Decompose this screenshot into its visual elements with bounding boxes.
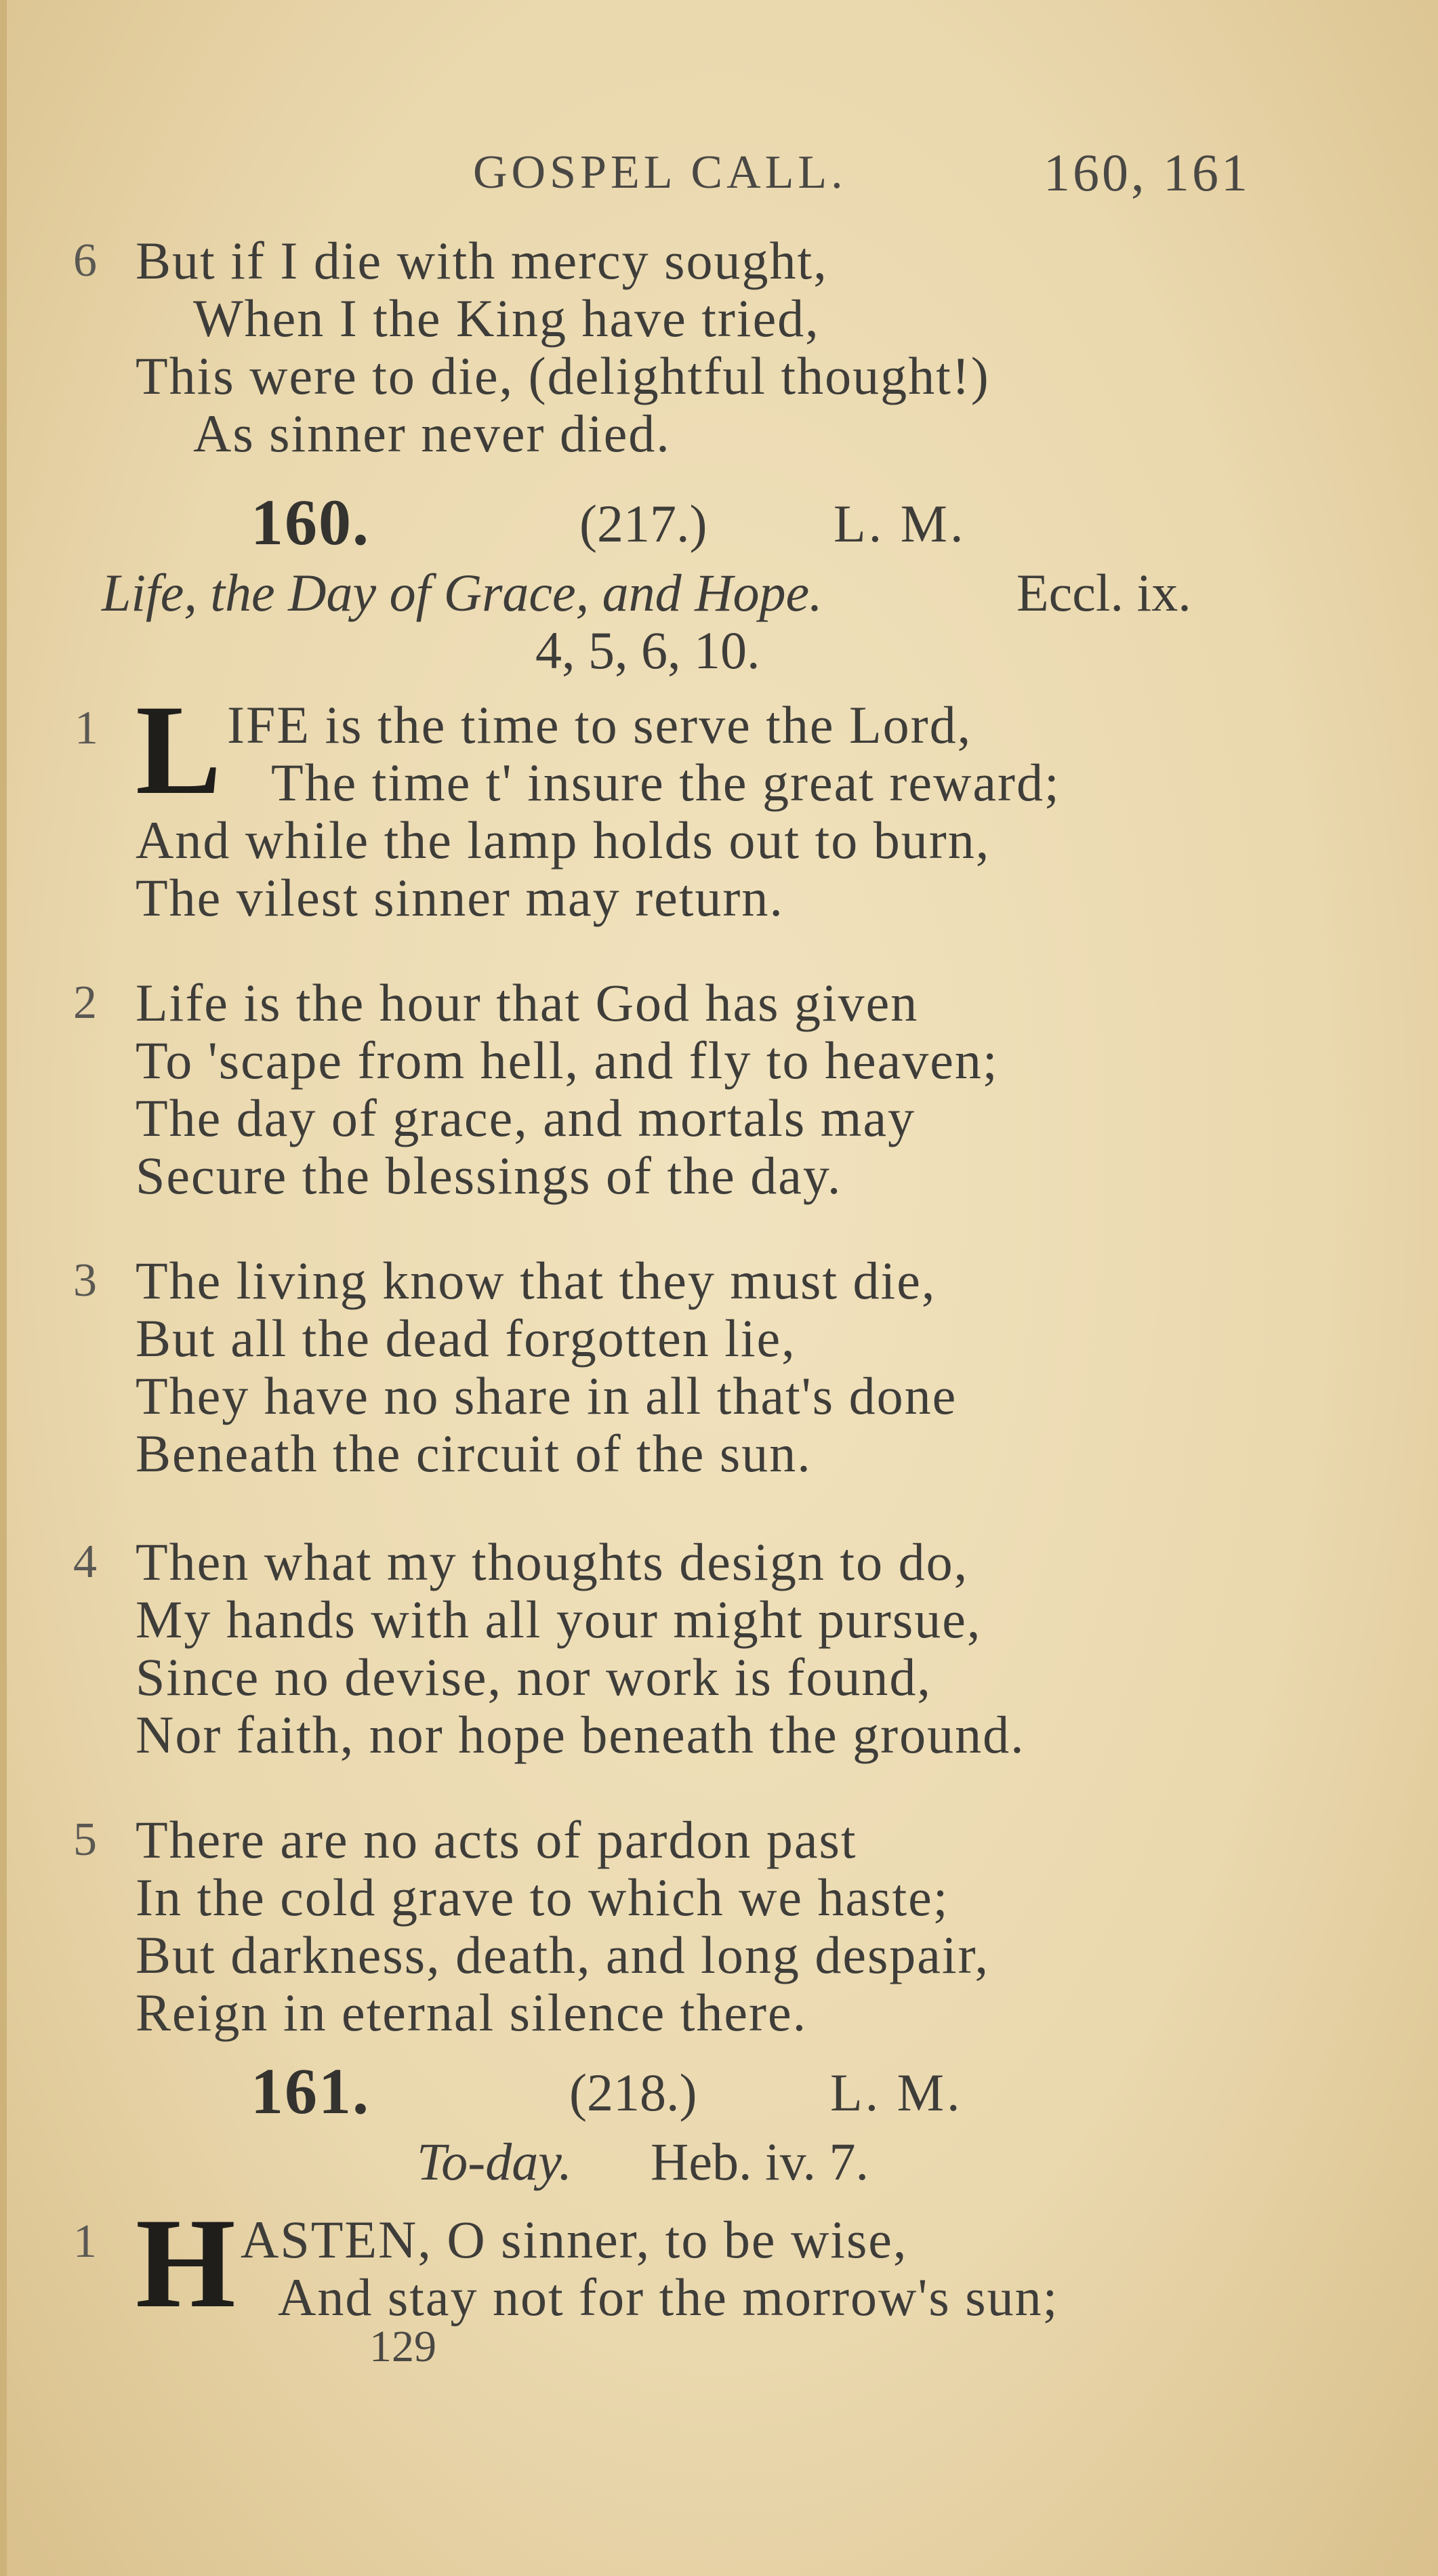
verse-line: Secure the blessings of the day.	[136, 1146, 842, 1205]
verse-number: 6	[73, 234, 97, 287]
verse-number: 5	[73, 1814, 97, 1866]
verse-line: To 'scape from hell, and fly to heaven;	[136, 1031, 999, 1090]
verse-number: 3	[73, 1254, 97, 1307]
verse-line: Life is the hour that God has given	[136, 973, 919, 1032]
verse-line: And while the lamp holds out to burn,	[136, 811, 991, 870]
header-page-ref: 160, 161	[1044, 143, 1250, 202]
scripture-reference: 4, 5, 6, 10.	[535, 621, 760, 680]
verse-line: The vilest sinner may return.	[136, 868, 784, 927]
verse-line: ASTEN, O sinner, to be wise,	[241, 2210, 908, 2269]
verse-line: Since no devise, nor work is found,	[136, 1648, 932, 1706]
page-edge	[0, 0, 7, 2576]
verse-line: In the cold grave to which we haste;	[136, 1868, 949, 1927]
scripture-reference: Heb. iv. 7.	[651, 2132, 869, 2191]
verse-line: Beneath the circuit of the sun.	[136, 1424, 812, 1483]
hymn-title: To-day.	[417, 2132, 573, 2191]
verse-number: 1	[73, 2215, 97, 2268]
verse-line: Then what my thoughts design to do,	[136, 1532, 969, 1591]
running-header: GOSPEL CALL.	[473, 146, 847, 199]
tune-number: (217.)	[579, 494, 707, 553]
verse-number: 2	[73, 977, 97, 1029]
verse-line: And stay not for the morrow's sun;	[278, 2268, 1059, 2327]
verse-line: They have no share in all that's done	[136, 1366, 958, 1425]
drop-cap: H	[136, 2192, 236, 2335]
drop-cap: L	[136, 679, 222, 821]
verse-line: But if I die with mercy sought,	[136, 231, 828, 290]
verse-line: But darkness, death, and long despair,	[136, 1925, 989, 1984]
verse-line: IFE is the time to serve the Lord,	[227, 695, 972, 754]
verse-line: As sinner never died.	[193, 404, 671, 463]
verse-line: The living know that they must die,	[136, 1251, 937, 1310]
page-number: 129	[369, 2322, 436, 2371]
verse-line: Nor faith, nor hope beneath the ground.	[136, 1705, 1025, 1764]
tune-number: (218.)	[569, 2063, 697, 2122]
verse-line: The time t' insure the great reward;	[271, 753, 1061, 812]
scripture-reference: Eccl. ix.	[1016, 563, 1191, 622]
verse-number: 1	[75, 702, 98, 754]
verse-line: But all the dead forgotten lie,	[136, 1309, 796, 1368]
hymn-number: 161.	[251, 2055, 370, 2127]
hymn-number: 160.	[251, 486, 370, 558]
verse-number: 4	[73, 1536, 97, 1588]
verse-line: My hands with all your might pursue,	[136, 1590, 982, 1649]
verse-line: The day of grace, and mortals may	[136, 1088, 916, 1147]
hymn-title: Life, the Day of Grace, and Hope.	[102, 563, 823, 622]
hymn-meter: L. M.	[834, 494, 966, 553]
verse-line: There are no acts of pardon past	[136, 1810, 857, 1869]
verse-line: Reign in eternal silence there.	[136, 1983, 808, 2042]
verse-line: When I the King have tried,	[193, 289, 820, 348]
hymn-meter: L. M.	[830, 2063, 963, 2122]
verse-line: This were to die, (delightful thought!)	[136, 346, 990, 405]
